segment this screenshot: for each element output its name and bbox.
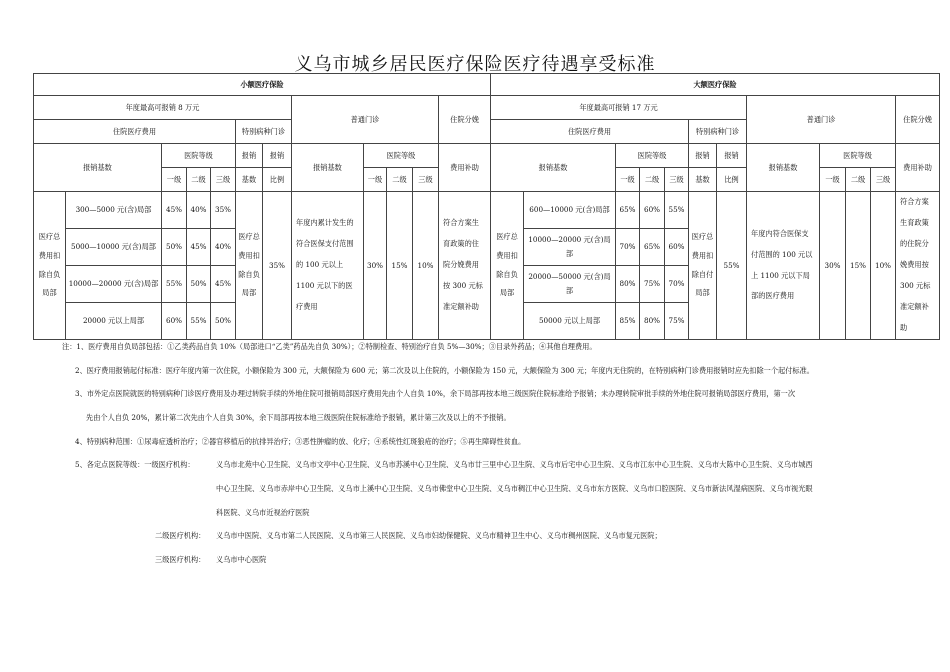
small-rate-cell: 60% bbox=[162, 303, 187, 340]
note-5-level2-list: 义乌市中医院、义乌市第二人民医院、义乌市第三人民医院、义乌市妇幼保健院、义乌市精神卫生中心、义乌市稠州医院、义乌市复元医院； bbox=[216, 531, 662, 540]
small-rate-cell: 40% bbox=[211, 229, 236, 266]
note-5-level3-list: 义乌市中心医院 bbox=[216, 555, 267, 564]
large-gc-rate-2: 15% bbox=[846, 192, 871, 340]
small-rate-cell: 55% bbox=[162, 266, 187, 303]
large-gc-level-1: 一级 bbox=[820, 168, 846, 192]
small-rate-cell: 50% bbox=[162, 229, 187, 266]
large-special-clinic-header: 特别病种门诊 bbox=[689, 120, 747, 144]
small-gc-hospital-level: 医院等级 bbox=[364, 144, 439, 168]
small-gc-base: 报销基数 bbox=[292, 144, 364, 192]
small-general-clinic: 普通门诊 bbox=[292, 96, 439, 144]
small-base-label: 报销基数 bbox=[34, 144, 162, 192]
small-level-3: 三级 bbox=[211, 168, 236, 192]
large-gc-hospital-level: 医院等级 bbox=[820, 144, 896, 168]
small-sp-base-top: 报销 bbox=[236, 144, 263, 168]
small-rate-cell: 50% bbox=[187, 266, 211, 303]
large-gc-level-3: 三级 bbox=[871, 168, 896, 192]
small-rate-cell: 35% bbox=[211, 192, 236, 229]
note-3: 3、市外定点医院就医的特别病种门诊医疗费用及办理过转院手续的外地住院可报销局部医疗费用先由个人自负 10%，余下局部再按本地三级医院住院标准给予报销；未办理转院审批手续的外地住院可报销局部医疗费用，第一次 bbox=[75, 389, 796, 398]
large-annual-limit: 年度最高可报销 17 万元 bbox=[491, 96, 747, 120]
large-base-desc: 医疗总费用扣除自负局部 bbox=[491, 192, 524, 340]
large-rate-cell: 75% bbox=[640, 266, 665, 303]
large-sp-ratio: 55% bbox=[717, 192, 747, 340]
large-range-cell: 600—10000 元(含)局部 bbox=[524, 192, 616, 229]
small-sp-ratio: 35% bbox=[263, 192, 292, 340]
small-sp-ratio-top: 报销 bbox=[263, 144, 292, 168]
large-sp-desc: 医疗总费用扣除自付局部 bbox=[689, 192, 717, 340]
note-5-level1-list: 义乌市北苑中心卫生院、义乌市文亭中心卫生院、义乌市苏溪中心卫生院、义乌市廿三里中心卫生院、义乌市后宅中心卫生院、义乌市江东中心卫生院、义乌市大陈中心卫生院、义乌市城西 bbox=[216, 460, 813, 469]
large-level-1: 一级 bbox=[616, 168, 640, 192]
large-insurance-heading: 大额医疗保险 bbox=[491, 74, 940, 96]
note-5-level2-label: 二级医疗机构： bbox=[155, 531, 206, 540]
large-maternity-desc: 符合方案生育政策的住院分娩费用按 300 元标准定额补助 bbox=[896, 192, 940, 340]
note-4: 4、特别病种范围：①尿毒症透析治疗；②器官移植后的抗排异治疗；③恶性肿瘤的放、化疗；④系统性红斑狼疮的治疗；⑤再生障碍性贫血。 bbox=[75, 437, 526, 446]
large-rate-cell: 70% bbox=[616, 229, 640, 266]
large-rate-cell: 80% bbox=[616, 266, 640, 303]
small-maternity: 住院分娩 bbox=[439, 96, 491, 144]
large-gc-base: 报销基数 bbox=[747, 144, 820, 192]
large-sp-base-top: 报销 bbox=[689, 144, 717, 168]
small-range-cell: 5000—10000 元(含)局部 bbox=[66, 229, 162, 266]
large-rate-cell: 80% bbox=[640, 303, 665, 340]
small-insurance-heading: 小额医疗保险 bbox=[34, 74, 491, 96]
small-rate-cell: 50% bbox=[211, 303, 236, 340]
small-gc-rate-1: 30% bbox=[364, 192, 387, 340]
standards-table bbox=[33, 73, 940, 340]
large-rate-cell: 60% bbox=[640, 192, 665, 229]
small-gc-level-1: 一级 bbox=[364, 168, 387, 192]
small-range-cell: 10000—20000 元(含)局部 bbox=[66, 266, 162, 303]
large-maternity-sub: 费用补助 bbox=[896, 144, 940, 192]
large-sp-base-bottom: 基数 bbox=[689, 168, 717, 192]
large-maternity: 住院分娩 bbox=[896, 96, 940, 144]
small-gc-level-2: 二级 bbox=[387, 168, 413, 192]
large-range-cell: 10000—20000 元(含)局部 bbox=[524, 229, 616, 266]
large-inpatient-header: 住院医疗费用 bbox=[491, 120, 689, 144]
small-sp-desc: 医疗总费用扣除自负局部 bbox=[236, 192, 263, 340]
page-title: 义乌市城乡居民医疗保险医疗待遇享受标准 bbox=[294, 54, 656, 75]
note-5-level3-label: 三级医疗机构： bbox=[155, 555, 206, 564]
large-gc-desc: 年度内符合医保支付范围的 100 元以上 1100 元以下局部的医疗费用 bbox=[747, 192, 820, 340]
large-range-cell: 20000—50000 元(含)局部 bbox=[524, 266, 616, 303]
small-sp-base-bottom: 基数 bbox=[236, 168, 263, 192]
note-1: 注：1、医疗费用自负局部包括：①乙类药品自负 10%（局部进口“乙类”药品先自负 30%）；②特制检查、特别治疗自负 5%—30%；③目录外药品；④其他自理费用。 bbox=[62, 342, 597, 351]
small-gc-rate-2: 15% bbox=[387, 192, 413, 340]
large-rate-cell: 75% bbox=[665, 303, 689, 340]
note-2: 2、医疗费用报销起付标准：医疗年度内第一次住院，小额保险为 300 元，大额保险为 600 元；第二次及以上住院的，小额保险为 150 元，大额保险为 300 元；年度内无住院的，在特别病种门诊费用报销时应先扣除一个起付标准。 bbox=[75, 366, 814, 375]
small-sp-ratio-bottom: 比例 bbox=[263, 168, 292, 192]
small-rate-cell: 45% bbox=[187, 229, 211, 266]
small-base-desc: 医疗总费用扣除自负局部 bbox=[34, 192, 66, 340]
large-range-cell: 50000 元以上局部 bbox=[524, 303, 616, 340]
large-gc-rate-1: 30% bbox=[820, 192, 846, 340]
large-level-2: 二级 bbox=[640, 168, 665, 192]
small-level-1: 一级 bbox=[162, 168, 187, 192]
large-rate-cell: 85% bbox=[616, 303, 640, 340]
note-3-continued: 先由个人自负 20%，累计第二次先由个人自负 30%，余下局部再按本地三级医院住院标准给予报销，累计第三次及以上的不予报销。 bbox=[86, 413, 511, 422]
large-gc-rate-3: 10% bbox=[871, 192, 896, 340]
small-maternity-sub: 费用补助 bbox=[439, 144, 491, 192]
small-gc-desc: 年度内累计发生的符合医保支付范围的 100 元以上 1100 元以下的医疗费用 bbox=[292, 192, 364, 340]
small-range-cell: 300—5000 元(含)局部 bbox=[66, 192, 162, 229]
large-hospital-level: 医院等级 bbox=[616, 144, 689, 168]
large-level-3: 三级 bbox=[665, 168, 689, 192]
small-hospital-level: 医院等级 bbox=[162, 144, 236, 168]
large-sp-ratio-top: 报销 bbox=[717, 144, 747, 168]
small-range-cell: 20000 元以上局部 bbox=[66, 303, 162, 340]
small-gc-level-3: 三级 bbox=[413, 168, 439, 192]
large-general-clinic: 普通门诊 bbox=[747, 96, 896, 144]
large-rate-cell: 65% bbox=[640, 229, 665, 266]
large-rate-cell: 60% bbox=[665, 229, 689, 266]
large-sp-ratio-bottom: 比例 bbox=[717, 168, 747, 192]
large-rate-cell: 65% bbox=[616, 192, 640, 229]
small-special-clinic-header: 特别病种门诊 bbox=[236, 120, 292, 144]
large-rate-cell: 70% bbox=[665, 266, 689, 303]
small-rate-cell: 40% bbox=[187, 192, 211, 229]
small-annual-limit: 年度最高可报销 8 万元 bbox=[34, 96, 292, 120]
note-5-level1-list-cont: 中心卫生院、义乌市赤岸中心卫生院、义乌市上溪中心卫生院、义乌市佛堂中心卫生院、义乌市稠江中心卫生院、义乌市东方医院、义乌市口腔医院、义乌市新法风湿病医院、义乌市视光眼 bbox=[216, 484, 813, 493]
small-rate-cell: 45% bbox=[211, 266, 236, 303]
note-5-level1-list-end: 科医院、义乌市近视治疗医院 bbox=[216, 508, 310, 517]
small-maternity-desc: 符合方案生育政策的住院分娩费用按 300 元标准定额补助 bbox=[439, 192, 491, 340]
large-gc-level-2: 二级 bbox=[846, 168, 871, 192]
large-rate-cell: 55% bbox=[665, 192, 689, 229]
small-rate-cell: 55% bbox=[187, 303, 211, 340]
note-5-label: 5、各定点医院等级：一级医疗机构： bbox=[75, 460, 195, 469]
large-base-label: 报销基数 bbox=[491, 144, 616, 192]
small-gc-rate-3: 10% bbox=[413, 192, 439, 340]
small-inpatient-header: 住院医疗费用 bbox=[34, 120, 236, 144]
small-level-2: 二级 bbox=[187, 168, 211, 192]
small-rate-cell: 45% bbox=[162, 192, 187, 229]
